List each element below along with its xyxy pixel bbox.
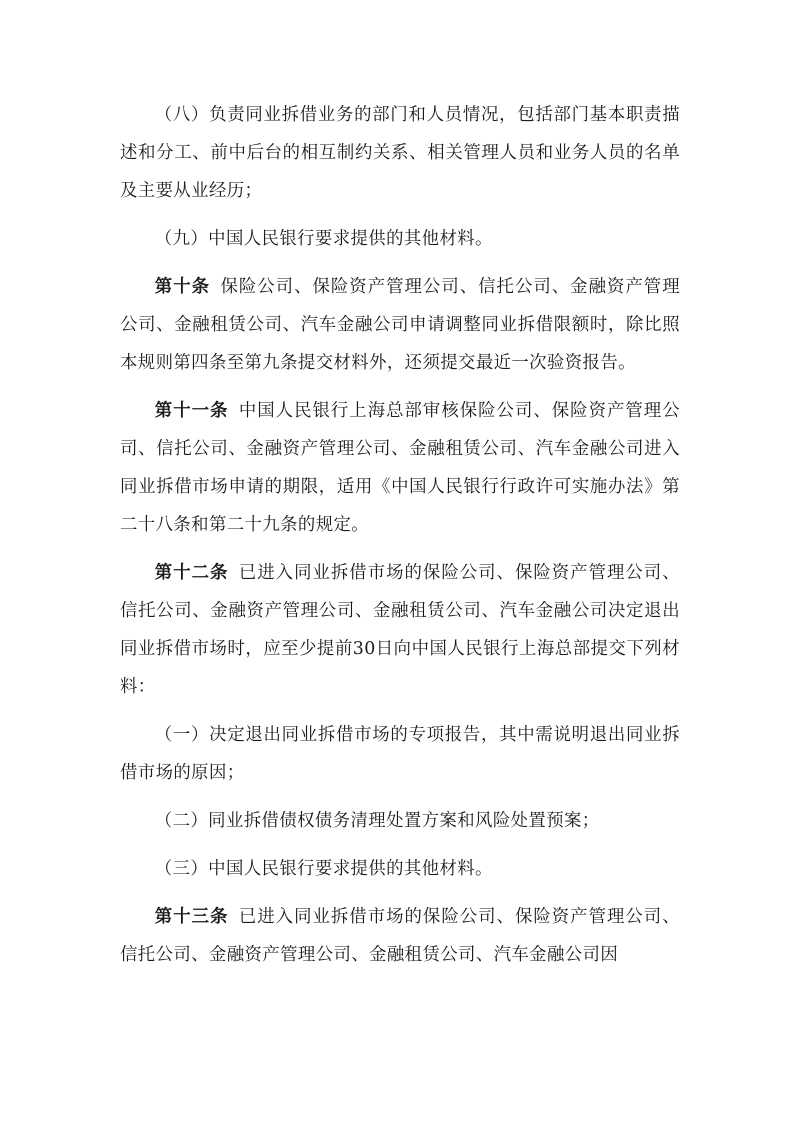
paragraph-text: 中国人民银行上海总部审核保险公司、保险资产管理公司、信托公司、金融资产管理公司、金融租赁公司、汽车金融公司进入同业拆借市场申请的期限，适用《中国人民银行行政许可实施办法》第二十八条和第二十九条的规定。 <box>120 401 680 535</box>
article-heading: 第十一条 <box>154 401 229 421</box>
paragraph-text: 已进入同业拆借市场的保险公司、保险资产管理公司、信托公司、金融资产管理公司、金融租赁公司、汽车金融公司因 <box>120 907 680 965</box>
article-heading: 第十三条 <box>154 907 229 927</box>
paragraph-item-8 <box>120 96 680 210</box>
article-heading: 第十条 <box>154 277 211 297</box>
article-heading: 第十二条 <box>154 563 229 583</box>
paragraph-text: 已进入同业拆借市场的保险公司、保险资产管理公司、信托公司、金融资产管理公司、金融租赁公司、汽车金融公司决定退出同业拆借市场时，应至少提前30日向中国人民银行上海总部提交下列材料： <box>120 563 680 697</box>
paragraph-item-3 <box>120 850 680 888</box>
article-10 <box>120 268 680 382</box>
paragraph-text: （二）同业拆借债权债务清理处置方案和风险处置预案； <box>154 811 600 831</box>
document-body <box>120 96 680 984</box>
paragraph-text: （八）负责同业拆借业务的部门和人员情况，包括部门基本职责描述和分工、前中后台的相互制约关系、相关管理人员和业务人员的名单及主要从业经历； <box>120 105 680 201</box>
paragraph-text: （一）决定退出同业拆借市场的专项报告，其中需说明退出同业拆借市场的原因； <box>120 725 680 783</box>
paragraph-item-9 <box>120 220 680 258</box>
paragraph-item-1 <box>120 716 680 792</box>
article-11 <box>120 392 680 544</box>
article-12 <box>120 554 680 706</box>
article-13 <box>120 898 680 974</box>
paragraph-text: （三）中国人民银行要求提供的其他材料。 <box>154 859 493 879</box>
paragraph-text: （九）中国人民银行要求提供的其他材料。 <box>154 229 493 249</box>
paragraph-text: 保险公司、保险资产管理公司、信托公司、金融资产管理公司、金融租赁公司、汽车金融公司申请调整同业拆借限额时，除比照本规则第四条至第九条提交材料外，还须提交最近一次验资报告。 <box>120 277 680 373</box>
paragraph-item-2 <box>120 802 680 840</box>
